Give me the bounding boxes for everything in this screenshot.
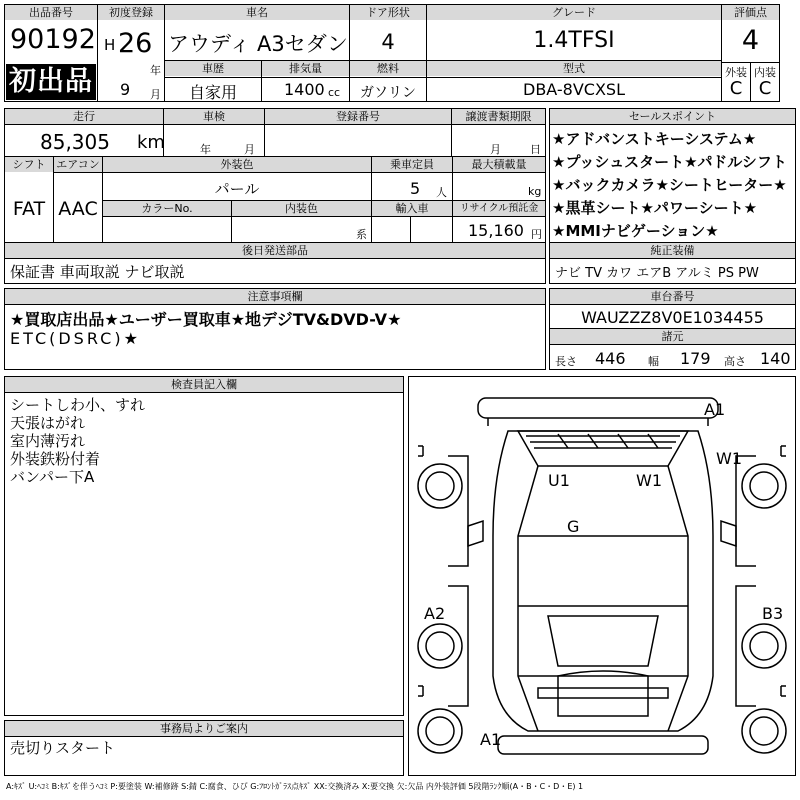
inspector-line: 天張はがれ	[10, 414, 86, 432]
transfer-month-unit: 月	[490, 143, 501, 156]
recycle-unit: 円	[531, 228, 542, 241]
office-value: 売切りスタート	[10, 739, 116, 757]
model-code-label: 型式	[427, 61, 721, 76]
first-reg-month: 9	[120, 80, 131, 99]
first-reg-year: 26	[118, 28, 153, 59]
fuel-value: ガソリン	[360, 85, 416, 101]
equipment-value: ナビ TV カワ エアB アルミ PS PW	[555, 266, 759, 281]
score-label: 評価点	[722, 5, 779, 20]
capacity-label: 乗車定員	[372, 157, 452, 172]
sales-point-line: ★バックカメラ★シートヒーター★	[552, 176, 787, 194]
grade-label: グレード	[427, 5, 721, 20]
diagram-mark-a1-bottom: A1	[480, 730, 502, 749]
score-int-value: C	[758, 78, 772, 99]
door-value: 4	[381, 30, 395, 54]
score-ext-value: C	[729, 78, 743, 99]
max-load-unit: kg	[528, 185, 542, 198]
first-reg-label: 初度登録	[98, 5, 164, 20]
capacity-value: 5	[410, 179, 421, 198]
max-load-label: 最大積載量	[453, 157, 545, 172]
car-name-label: 車名	[165, 5, 349, 20]
transfer-label: 譲渡書類期限	[452, 109, 545, 124]
vin-value: WAUZZZ8V0E1034455	[581, 308, 764, 327]
later-docs-value: 保証書 車両取説 ナビ取説	[10, 263, 185, 281]
reg-number-label: 登録番号	[265, 109, 451, 124]
capacity-unit: 人	[436, 186, 447, 199]
notes-label: 注意事項欄	[5, 289, 545, 304]
diagram-mark-a2: A2	[424, 604, 446, 623]
ext-color-value: パール	[214, 180, 260, 198]
later-docs-label: 後日発送部品	[5, 243, 545, 258]
int-color-label: 内装色	[232, 201, 371, 216]
first-listing-badge: 初出品	[6, 64, 96, 100]
notes-line: ETC(DSRC)★	[10, 329, 141, 348]
diagram-mark-u1: U1	[548, 471, 570, 490]
first-reg-era: H	[104, 36, 116, 54]
office-label: 事務局よりご案内	[5, 721, 403, 736]
int-color-unit: 系	[356, 228, 367, 241]
inspection-month-unit: 月	[244, 143, 255, 156]
diagram-mark-w1-outer: W1	[716, 449, 742, 468]
equipment-label: 純正装備	[550, 243, 795, 258]
score-value: 4	[741, 25, 760, 56]
dims-label: 諸元	[550, 329, 795, 344]
model-code-value: DBA-8VCXSL	[523, 80, 625, 99]
ext-color-label: 外装色	[103, 157, 371, 172]
inspection-label: 車検	[164, 109, 264, 124]
car-name-value: アウディ A3セダン	[168, 32, 348, 56]
shift-value: FAT	[12, 198, 46, 220]
inspector-label: 検査員記入欄	[5, 377, 403, 392]
fuel-label: 燃料	[350, 61, 426, 76]
diagram-mark-g: G	[567, 517, 580, 536]
sales-point-line: ★プッシュスタート★パドルシフト	[552, 153, 787, 171]
history-value: 自家用	[188, 83, 237, 102]
inspector-line: バンパー下A	[10, 468, 95, 486]
mileage-value: 85,305	[40, 130, 110, 154]
dims-width-label: 幅	[648, 355, 659, 368]
shift-label: シフト	[5, 157, 53, 172]
first-reg-year-unit: 年	[150, 64, 161, 77]
grade-value: 1.4TFSI	[533, 28, 615, 53]
diagram-mark-a1-top: A1	[704, 400, 726, 419]
mileage-label: 走行	[5, 109, 163, 124]
sales-point-line: ★アドバンストキーシステム★	[552, 130, 757, 148]
score-int-label: 内装	[754, 66, 776, 79]
sales-point-line: ★MMIナビゲーション★	[552, 222, 719, 240]
score-ext-label: 外装	[725, 66, 747, 79]
dims-height: 140	[760, 349, 791, 368]
vin-label: 車台番号	[550, 289, 795, 304]
recycle-label: リサイクル預託金	[453, 201, 545, 216]
sales-points-label: セールスポイント	[550, 109, 795, 124]
mileage-unit: km	[137, 132, 165, 153]
dims-width: 179	[680, 349, 711, 368]
diagram-mark-w1-inner: W1	[636, 471, 662, 490]
import-label: 輸入車	[372, 201, 452, 216]
inspector-line: 外装鉄粉付着	[10, 450, 101, 468]
displacement-unit: cc	[328, 86, 341, 99]
dims-length: 446	[595, 349, 626, 368]
lot-number: 90192	[10, 24, 96, 55]
transfer-day-unit: 日	[530, 143, 541, 156]
history-label: 車歴	[165, 61, 261, 76]
dims-length-label: 長さ	[555, 355, 577, 368]
inspector-line: シートしわ小、すれ	[10, 396, 146, 414]
displacement-label: 排気量	[262, 61, 349, 76]
inspector-line: 室内薄汚れ	[10, 432, 86, 450]
aircon-value: AAC	[58, 198, 98, 220]
sales-point-line: ★黒革シート★パワーシート★	[552, 199, 758, 217]
recycle-value: 15,160	[468, 221, 524, 240]
diagram-mark-b3: B3	[762, 604, 784, 623]
dims-height-label: 高さ	[724, 355, 746, 368]
notes-line: ★買取店出品★ユーザー買取車★地デジTV&DVD-V★	[10, 310, 402, 329]
legend: A:ｷｽﾞ U:ﾍｺﾐ B:ｷｽﾞを伴うﾍｺﾐ P:要塗装 W:補修跡 S:錆 C:腐食、ひび G:ﾌﾛﾝﾄｶﾞﾗｽ点ｷｽﾞ XX:交換済み X:要交換 欠:欠品 内外装評価 5段階ﾗﾝｸ順(A・B・C・D・E) 1	[6, 782, 584, 791]
displacement-value: 1400	[284, 80, 325, 99]
first-reg-month-unit: 月	[150, 88, 161, 101]
door-label: ドア形状	[350, 5, 426, 20]
inspection-year-unit: 年	[200, 143, 211, 156]
lot-label: 出品番号	[5, 5, 97, 20]
aircon-label: エアコン	[54, 157, 102, 172]
car-body-diagram	[408, 376, 796, 776]
color-no-label: カラーNo.	[103, 201, 231, 216]
